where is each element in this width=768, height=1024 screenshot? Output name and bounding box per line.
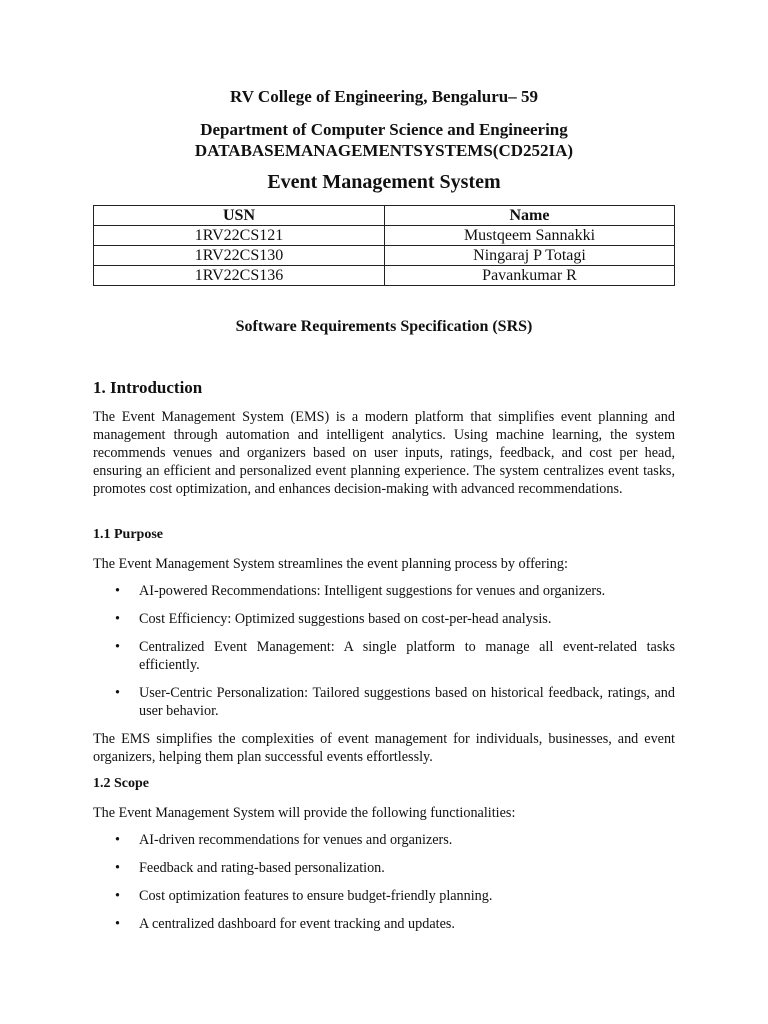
table-row	[94, 226, 675, 246]
list-item-text: User-Centric Personalization: Tailored suggestions based on historical feedback, ratings, and user behavior.	[139, 685, 675, 719]
table-header-row	[94, 206, 675, 226]
usn-cell: 1RV22CS130	[94, 246, 385, 266]
bullet-icon: •	[115, 888, 120, 904]
list-item	[93, 684, 675, 720]
introduction-paragraph: The Event Management System (EMS) is a modern platform that simplifies event planning and management through automation and intelligent analytics. Using machine learning, the system recommends venues and organizers based on user inputs, ratings, feedback, and cost per head, ensuring an efficient and personalized event planning experience. The system centralizes event tasks, promotes cost optimization, and enhances decision-making with advanced recommendations.	[93, 409, 675, 497]
list-item	[93, 915, 675, 933]
list-item	[93, 887, 675, 905]
list-item	[93, 859, 675, 877]
list-item-text: A centralized dashboard for event tracking and updates.	[139, 916, 455, 932]
list-item-text: AI-powered Recommendations: Intelligent suggestions for venues and organizers.	[139, 583, 606, 599]
name-cell: Ningaraj P Totagi	[385, 246, 675, 266]
introduction-heading: 1. Introduction	[93, 378, 203, 397]
list-item-text: Cost optimization features to ensure budget-friendly planning.	[139, 888, 493, 904]
bullet-icon: •	[115, 611, 120, 627]
course-name: DATABASEMANAGEMENTSYSTEMS(CD252IA)	[194, 141, 574, 160]
name-cell: Mustqeem Sannakki	[385, 226, 675, 246]
college-name: RV College of Engineering, Bengaluru– 59	[230, 87, 538, 106]
list-item	[93, 610, 675, 628]
scope-heading: 1.2 Scope	[93, 776, 149, 791]
column-header-usn: USN	[94, 206, 385, 226]
list-item-text: Cost Efficiency: Optimized suggestions based on cost-per-head analysis.	[139, 611, 552, 627]
scope-intro: The Event Management System will provide the following functionalities:	[93, 805, 516, 821]
table-row	[94, 246, 675, 266]
bullet-icon: •	[115, 639, 120, 655]
list-item	[93, 831, 675, 849]
column-header-name: Name	[385, 206, 675, 226]
list-item-text: Feedback and rating-based personalization.	[139, 860, 385, 876]
name-cell: Pavankumar R	[385, 266, 675, 286]
scope-list	[93, 831, 675, 943]
bullet-icon: •	[115, 583, 120, 599]
list-item	[93, 582, 675, 600]
table-row	[94, 266, 675, 286]
department-name: Department of Computer Science and Engineering	[200, 120, 568, 139]
list-item-text: Centralized Event Management: A single platform to manage all event-related tasks efficiently.	[139, 639, 675, 673]
bullet-icon: •	[115, 860, 120, 876]
bullet-icon: •	[115, 916, 120, 932]
list-item-text: AI-driven recommendations for venues and organizers.	[139, 832, 453, 848]
bullet-icon: •	[115, 685, 120, 701]
bullet-icon: •	[115, 832, 120, 848]
team-table	[93, 205, 675, 286]
purpose-intro: The Event Management System streamlines the event planning process by offering:	[93, 556, 568, 572]
purpose-list	[93, 582, 675, 730]
project-title: Event Management System	[267, 171, 501, 193]
list-item	[93, 638, 675, 674]
usn-cell: 1RV22CS136	[94, 266, 385, 286]
purpose-closing: The EMS simplifies the complexities of event management for individuals, businesses, and event organizers, helping them plan successful events effortlessly.	[93, 731, 675, 765]
document-title: Software Requirements Specification (SRS)	[235, 318, 533, 335]
usn-cell: 1RV22CS121	[94, 226, 385, 246]
purpose-heading: 1.1 Purpose	[93, 527, 163, 542]
department-block	[0, 119, 768, 161]
